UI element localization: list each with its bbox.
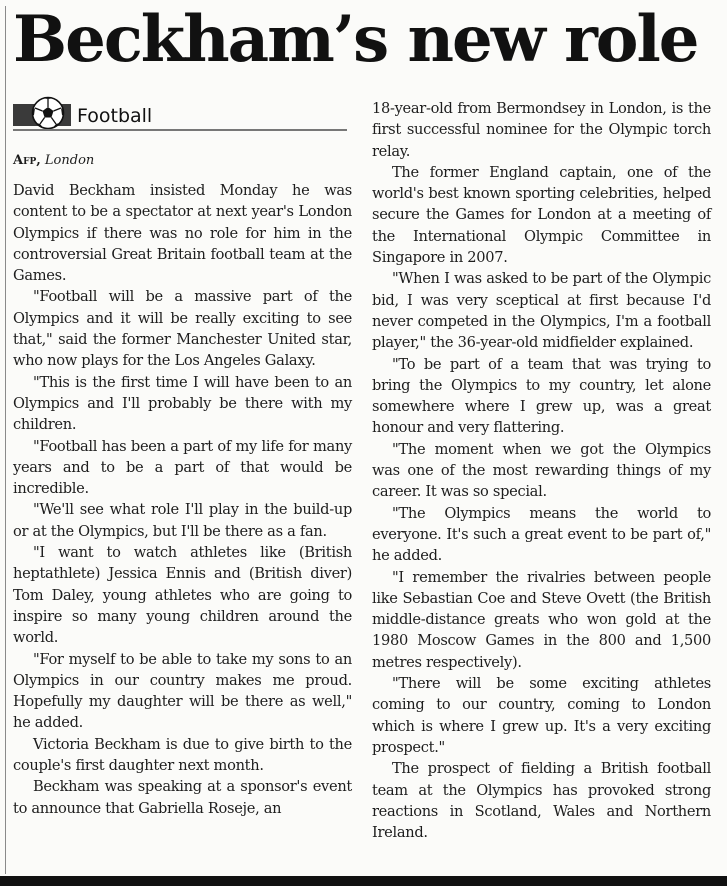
column-rule bbox=[5, 6, 6, 874]
page-bottom-edge bbox=[0, 876, 727, 886]
paragraph: "For myself to be able to take my sons to an Olympics in our country makes me proud. Hopefully my daughter will be there as well," he added. bbox=[13, 650, 352, 732]
article-column-2 bbox=[372, 98, 711, 843]
section-label: Football bbox=[77, 105, 153, 127]
paragraph: "I want to watch athletes like (British heptathlete) Jessica Ennis and (British diver) Tom Daley, young athletes who are going to inspire so many young children around the world. bbox=[13, 544, 352, 647]
paragraph: "We'll see what role I'll play in the build-up or at the Olympics, but I'll be there as a fan. bbox=[13, 501, 352, 540]
paragraph: "Football will be a massive part of the Olympics and it will be really exciting to see that," said the former Manchester United star, who now plays for the Los Angeles Galaxy. bbox=[13, 288, 352, 370]
byline-place: London bbox=[44, 153, 95, 168]
paragraph: David Beckham insisted Monday he was content to be a spectator at next year's London Olympics if there was no role for him in the controversial Great Britain football team at the Games. bbox=[13, 182, 352, 285]
paragraph: "To be part of a team that was trying to bring the Olympics to my country, let alone somewhere where I grew up, was a great honour and very flattering. bbox=[372, 355, 711, 437]
paragraph: 18-year-old from Bermondsey in London, is the first successful nominee for the Olympic torch relay. bbox=[372, 100, 711, 160]
paragraph: "This is the first time I will have been to an Olympics and I'll probably be there with my children. bbox=[13, 373, 352, 434]
paragraph: Beckham was speaking at a sponsor's event to announce that Gabriella Roseje, an bbox=[13, 778, 352, 817]
paragraph: "There will be some exciting athletes coming to our country, coming to London which is where I grew up. It's a very exciting prospect." bbox=[372, 675, 711, 756]
paragraph: The former England captain, one of the world's best known sporting celebrities, helped secure the Games for London at a meeting of the International Olympic Committee in Singapore in 2007. bbox=[372, 163, 711, 267]
paragraph: "I remember the rivalries between people like Sebastian Coe and Steve Ovett (the British middle-distance greats who won gold at the 1980 Moscow Games in the 800 and 1,500 metres respectively). bbox=[372, 568, 711, 671]
paragraph: The prospect of fielding a British football team at the Olympics has provoked strong reactions in Scotland, Wales and Northern Ireland. bbox=[372, 760, 711, 842]
byline-agency: Afp, bbox=[13, 153, 41, 168]
paragraph: "The moment when we got the Olympics was one of the most rewarding things of my career. It was so special. bbox=[372, 440, 711, 501]
paragraph: "When I was asked to be part of the Olympic bid, I was very sceptical at first because I'd never competed in the Olympics, I'm a football player," the 36-year-old midfielder explained. bbox=[372, 270, 711, 352]
football-icon bbox=[31, 96, 65, 130]
section-header bbox=[13, 96, 347, 136]
paragraph: "Football has been a part of my life for many years and to be a part of that would be incredible. bbox=[13, 437, 352, 498]
byline bbox=[13, 151, 94, 171]
section-underline bbox=[13, 129, 347, 131]
paragraph: Victoria Beckham is due to give birth to the couple's first daughter next month. bbox=[13, 735, 352, 775]
paragraph: "The Olympics means the world to everyone. It's such a great event to be part of," he added. bbox=[372, 504, 711, 565]
headline: Beckham’s new role bbox=[13, 2, 698, 77]
article-column-1 bbox=[13, 180, 352, 819]
